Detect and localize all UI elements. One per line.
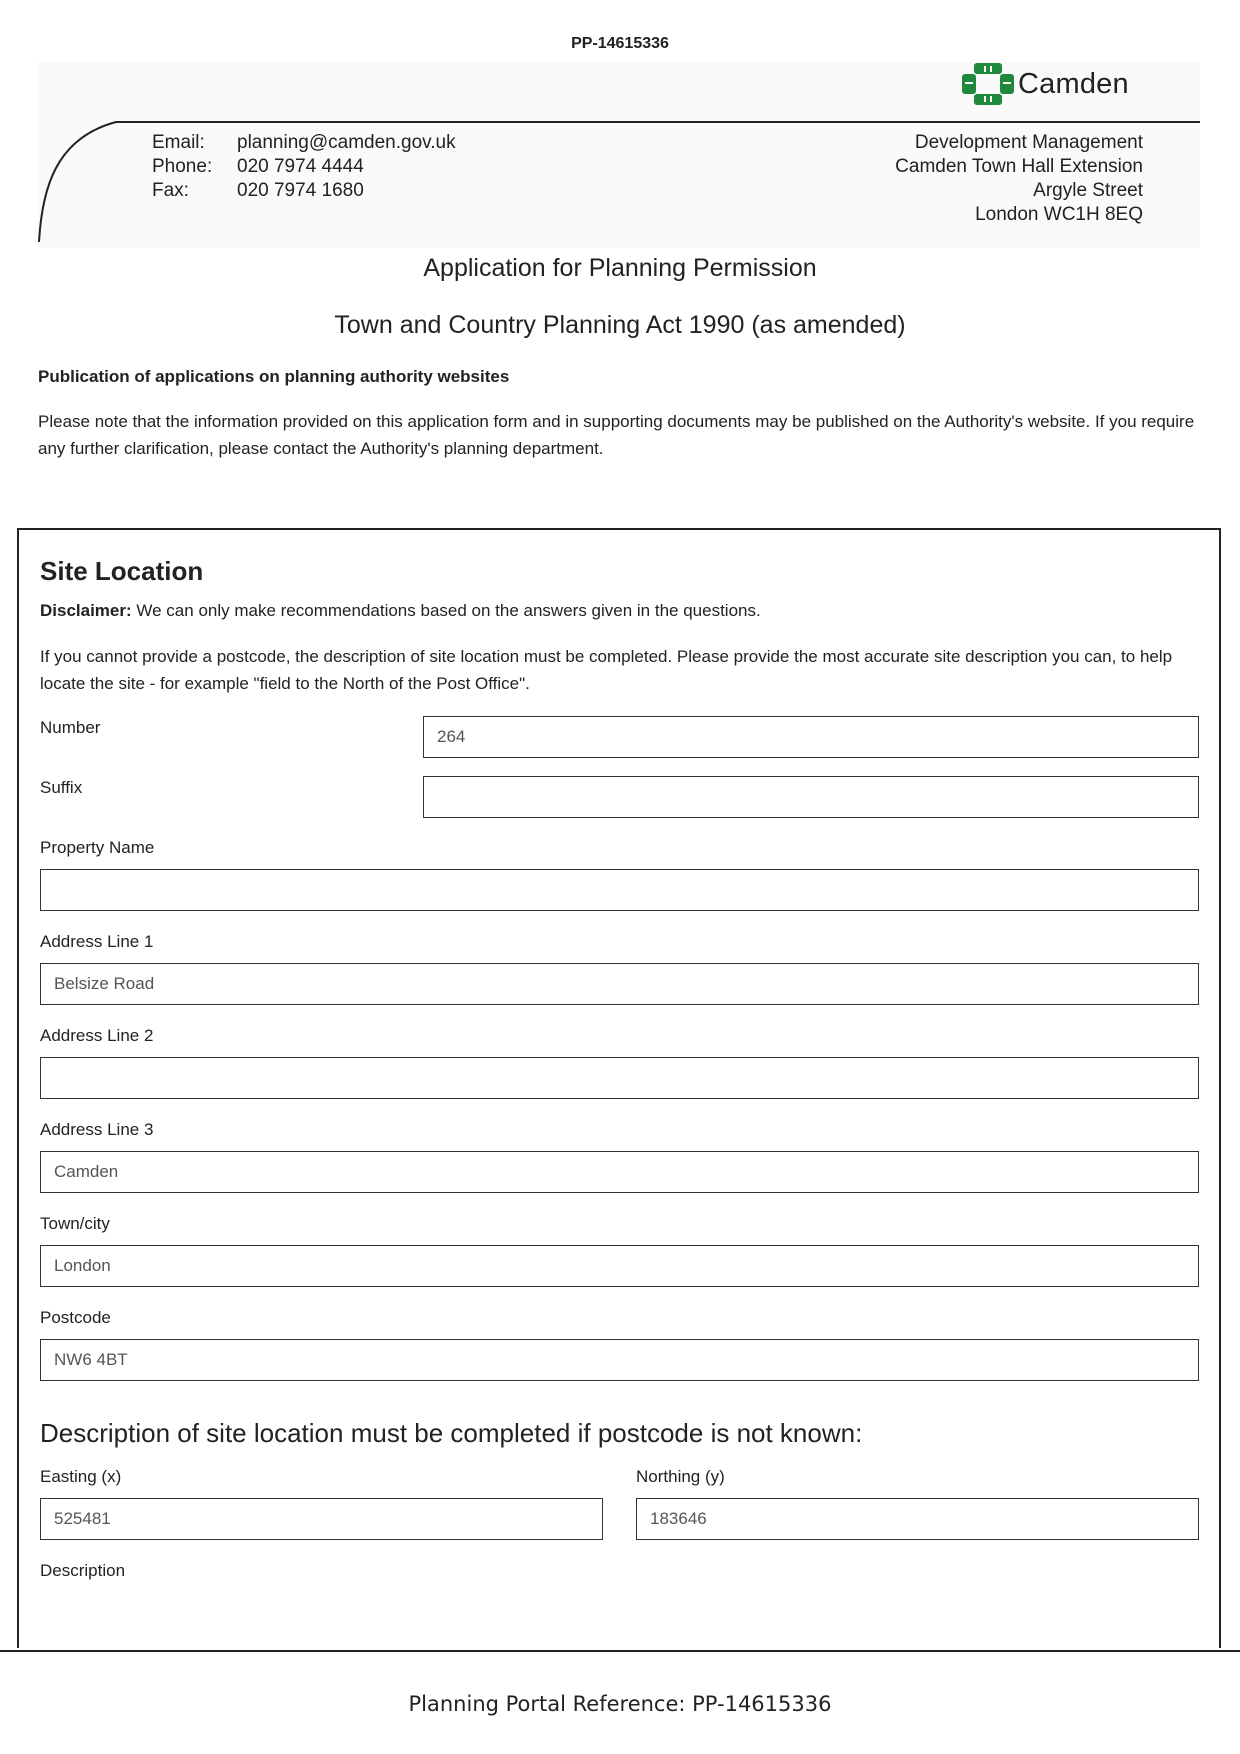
disclaimer-text: We can only make recommendations based on the answers given in the questions. (131, 601, 761, 620)
publication-text: Please note that the information provided on this application form and in supporting documents may be published on the Authority's website. If you require any further clarification, please contact the Authority's planning department. (38, 412, 1195, 458)
address-line-1-field[interactable]: Belsize Road (40, 963, 1199, 1005)
easting-field[interactable]: 525481 (40, 1498, 603, 1540)
suffix-label: Suffix (40, 778, 83, 797)
disclaimer-label: Disclaimer: (40, 601, 132, 620)
reference-number: PP-14615336 (571, 35, 669, 52)
contact-label: Phone: (152, 156, 213, 177)
description-label: Description (40, 1561, 126, 1580)
contact-fax (152, 179, 456, 203)
site-info-text: If you cannot provide a postcode, the description of site location must be completed. Please provide the most accurate site description you can, to help locate the site - for example "field to the North of the Post Office". (40, 647, 1173, 693)
office-line: London WC1H 8EQ (975, 204, 1143, 225)
address-line-3-label: Address Line 3 (40, 1120, 154, 1139)
office-line: Development Management (914, 132, 1143, 153)
contact-value: 020 7974 4444 (237, 156, 364, 177)
camden-logo (962, 62, 1129, 106)
document-subtitle: Town and Country Planning Act 1990 (as amended) (334, 311, 906, 339)
office-address (895, 131, 1143, 227)
contact-label: Fax: (152, 180, 189, 201)
easting-label: Easting (x) (40, 1467, 122, 1486)
postcode-label: Postcode (40, 1308, 111, 1327)
town-field[interactable]: London (40, 1245, 1199, 1287)
address-line-3-field[interactable]: Camden (40, 1151, 1199, 1193)
office-line: Camden Town Hall Extension (895, 156, 1143, 177)
contact-email (152, 131, 456, 155)
contact-label: Email: (152, 132, 205, 153)
contact-details (152, 131, 456, 203)
property-name-field[interactable] (40, 869, 1199, 911)
property-name-label: Property Name (40, 838, 155, 857)
footer-reference: Planning Portal Reference: PP-14615336 (408, 1692, 832, 1716)
publication-heading: Publication of applications on planning authority websites (38, 367, 510, 386)
address-line-2-label: Address Line 2 (40, 1026, 154, 1045)
address-line-2-field[interactable] (40, 1057, 1199, 1099)
number-field[interactable]: 264 (423, 716, 1199, 758)
number-label: Number (40, 718, 101, 737)
suffix-field[interactable] (423, 776, 1199, 818)
document-title: Application for Planning Permission (423, 254, 817, 282)
disclaimer (40, 601, 761, 621)
northing-field[interactable]: 183646 (636, 1498, 1199, 1540)
northing-label: Northing (y) (636, 1467, 725, 1486)
address-line-1-label: Address Line 1 (40, 932, 154, 951)
footer-divider (0, 1650, 1240, 1652)
logo-text: Camden (1018, 67, 1129, 100)
description-heading: Description of site location must be completed if postcode is not known: (40, 1418, 863, 1448)
section-title: Site Location (40, 556, 204, 586)
camden-logo-icon (962, 63, 1014, 105)
town-label: Town/city (40, 1214, 110, 1233)
contact-value: 020 7974 1680 (237, 180, 364, 201)
postcode-field[interactable]: NW6 4BT (40, 1339, 1199, 1381)
contact-value: planning@camden.gov.uk (237, 132, 456, 153)
office-line: Argyle Street (1033, 180, 1143, 201)
contact-phone (152, 155, 456, 179)
